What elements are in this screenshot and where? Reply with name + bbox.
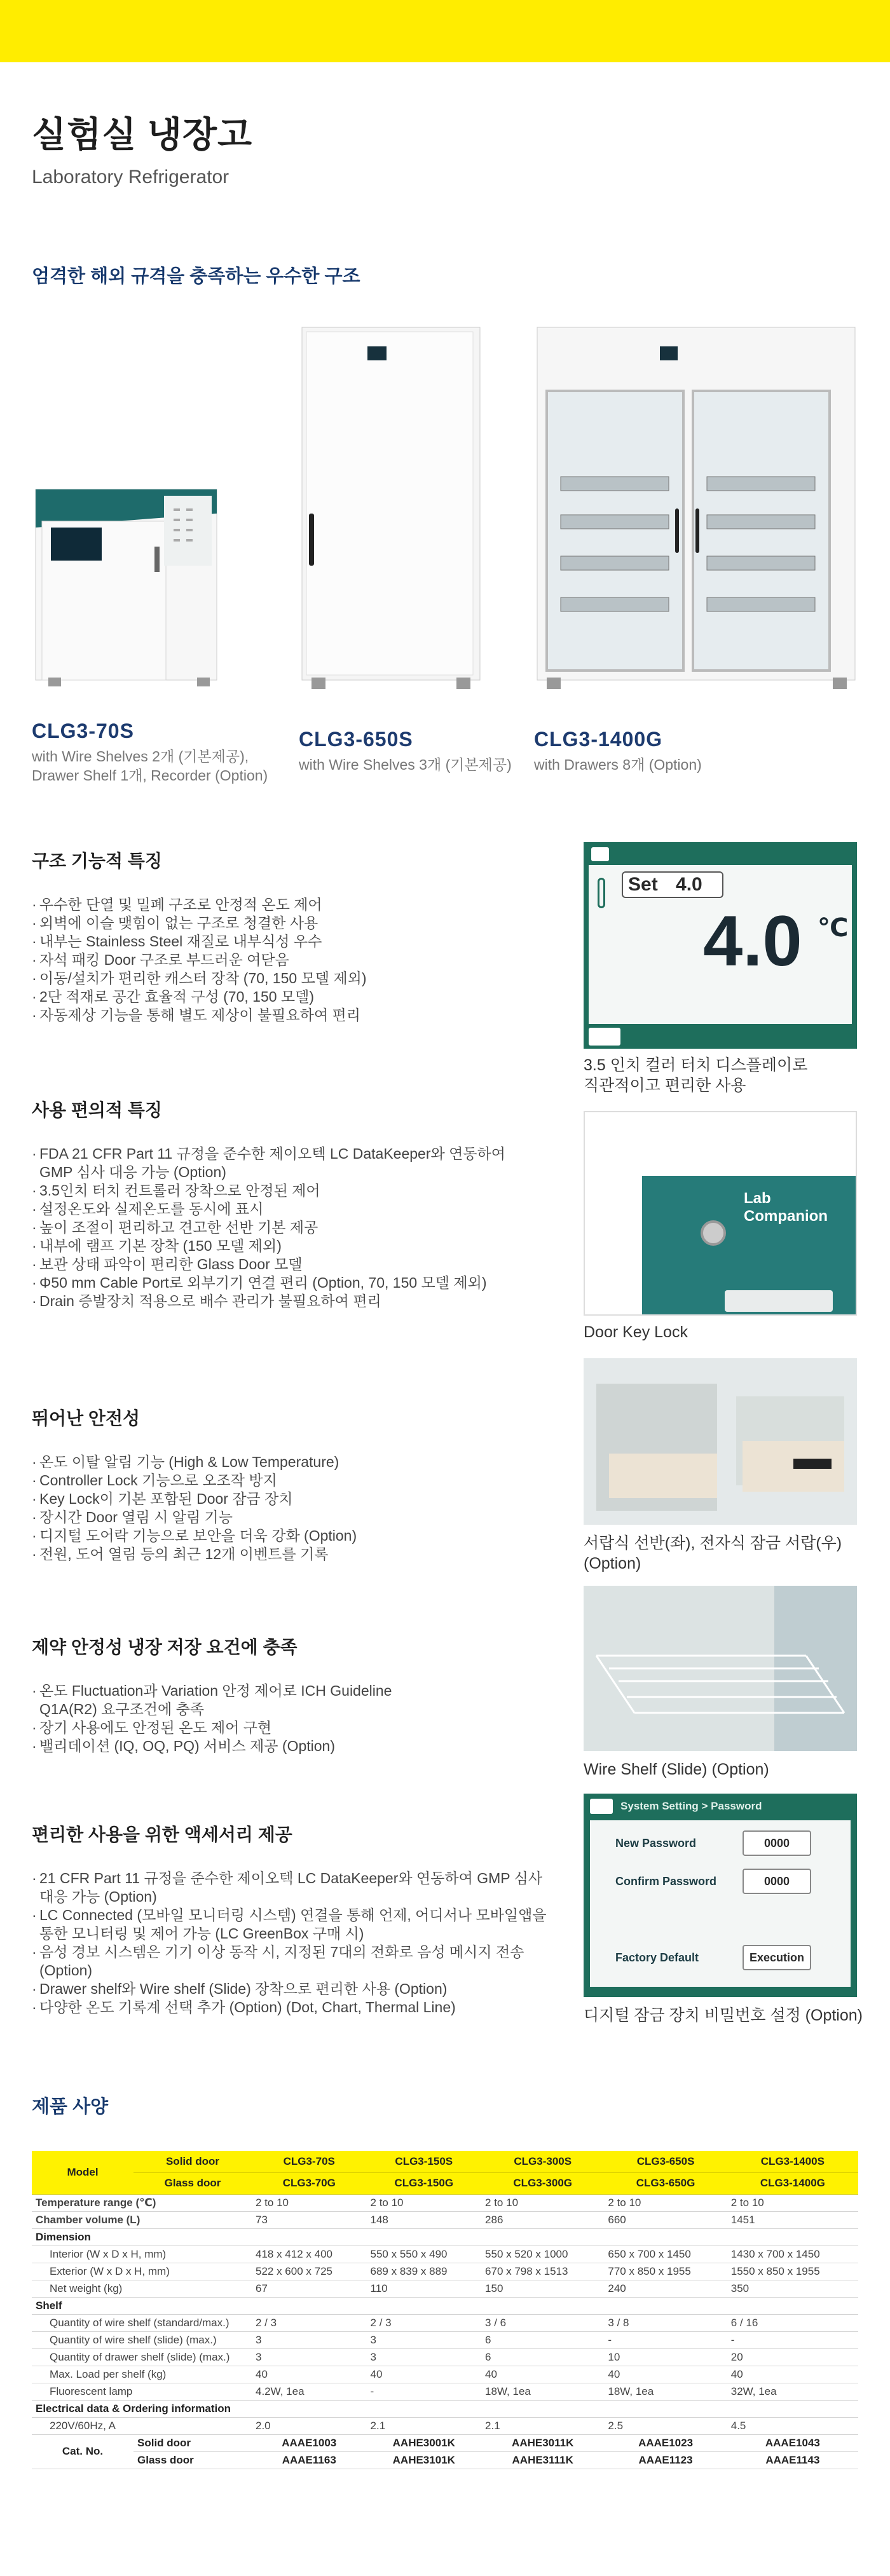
spec-cell: 670 x 798 x 1513 [481, 2263, 604, 2280]
feature-item: · 높이 조절이 편리하고 견고한 선반 기본 제공 [32, 1218, 528, 1237]
touch-display-image [584, 842, 857, 1049]
spec-row-label: Fluorescent lamp [32, 2383, 252, 2400]
spec-row-label: Interior (W x D x H, mm) [32, 2245, 252, 2263]
feature-item: · Controller Lock 기능으로 오조작 방지 [32, 1471, 566, 1490]
spec-row [32, 2383, 858, 2400]
spec-cell: 6 [481, 2348, 604, 2366]
spec-row [32, 2314, 858, 2331]
model-cell: CLG3-300S [481, 2151, 604, 2172]
cat-cell: AAAE1123 [604, 2451, 727, 2469]
feature-item: · 우수한 단열 및 밀폐 구조로 안정적 온도 제어 [32, 896, 566, 914]
feature-item: · FDA 21 CFR Part 11 규정을 준수한 제이오텍 LC DataKeeper와 연동하여 GMP 심사 대응 가능 (Option) [32, 1145, 528, 1182]
product-name: CLG3-1400G [534, 728, 663, 751]
spec-cell: 2.0 [252, 2417, 367, 2434]
feature-item: · 내부에 램프 기본 장착 (150 모델 제외) [32, 1237, 528, 1255]
spec-row [32, 2297, 858, 2314]
spec-cell: 6 / 16 [727, 2314, 858, 2331]
spec-cell: 2 to 10 [367, 2194, 482, 2211]
section-convenience [32, 1096, 528, 1311]
spec-title: 제품 사양 [32, 2097, 109, 2117]
model-cell: CLG3-650G [604, 2172, 727, 2194]
spec-cell: 2 to 10 [604, 2194, 727, 2211]
spec-cell: 4.2W, 1ea [252, 2383, 367, 2400]
confirm-password-field[interactable]: 0000 [743, 1869, 811, 1894]
cat-cell: AAAE1043 [727, 2434, 858, 2451]
spec-cell: 6 [481, 2331, 604, 2348]
spec-cell: 2.5 [604, 2417, 727, 2434]
feature-item: · 음성 경보 시스템은 기기 이상 동작 시, 지정된 7대의 전화로 음성 메시지 전송 (Option) [32, 1943, 559, 1980]
caption-display: 3.5 인치 컬러 터치 디스플레이로 직관적이고 편리한 사용 [584, 1056, 808, 1094]
feature-item: · LC Connected (모바일 모니터링 시스템) 연결을 통해 언제, 어디서나 모바일앱을 통한 모니터링 및 제어 가능 (LC GreenBox 구매 시) [32, 1906, 559, 1943]
caption-door-key-lock: Door Key Lock [584, 1323, 688, 1341]
model-cell: CLG3-1400G [727, 2172, 858, 2194]
feature-item: · Φ50 mm Cable Port로 외부기기 연결 편리 (Option, 70, 150 모델 제외) [32, 1274, 528, 1292]
section-title: 구조 기능적 특징 [32, 851, 162, 871]
spec-row [32, 2331, 858, 2348]
execution-button[interactable]: Execution [743, 1945, 811, 1970]
feature-item: · 온도 이탈 알림 기능 (High & Low Temperature) [32, 1453, 566, 1471]
set-box [622, 871, 723, 898]
spec-cell: 522 x 600 x 725 [252, 2263, 367, 2280]
product-clg3-70s [32, 719, 299, 785]
product-name: CLG3-650S [299, 728, 413, 751]
product-desc-1: with Drawers 8개 (Option) [534, 756, 702, 773]
spec-cell: 350 [727, 2280, 858, 2297]
caption-password: 디지털 잠금 장치 비밀번호 설정 (Option) [584, 2007, 863, 2024]
feature-item: · Drain 증발장치 적용으로 배수 관리가 불필요하여 편리 [32, 1292, 528, 1311]
spec-cell: - [604, 2331, 727, 2348]
spec-row [32, 2348, 858, 2366]
cat-cell: AAHE3111K [481, 2451, 604, 2469]
product-clg3-1400g [534, 728, 788, 774]
section-pharma [32, 1633, 439, 1755]
model-cell: CLG3-70G [252, 2172, 367, 2194]
drawer-shelf-image [584, 1358, 857, 1525]
spec-row-label: 220V/60Hz, A [32, 2417, 252, 2434]
top-yellow-bar [0, 0, 890, 62]
spec-cell: 2 / 3 [252, 2314, 367, 2331]
cat-cell: AAAE1143 [727, 2451, 858, 2469]
feature-item: · 자동제상 기능을 통해 별도 제상이 불필요하여 편리 [32, 1006, 566, 1025]
section-title: 사용 편의적 특징 [32, 1100, 162, 1120]
feature-item: · 3.5인치 터치 컨트롤러 장착으로 안정된 제어 [32, 1182, 528, 1200]
product-clg3-650s [299, 728, 528, 774]
feature-item: · Drawer shelf와 Wire shelf (Slide) 장착으로 편리한 사용 (Option) [32, 1980, 559, 1998]
light-icon [589, 1028, 620, 1046]
solid-door-label: Solid door [134, 2151, 252, 2172]
spec-row-label: Quantity of wire shelf (standard/max.) [32, 2314, 252, 2331]
key-lock-icon [701, 1220, 726, 1246]
spec-cell: 2 / 3 [367, 2314, 482, 2331]
spec-cell: 418 x 412 x 400 [252, 2245, 367, 2263]
spec-row [32, 2245, 858, 2263]
caption-drawer: 서랍식 선반(좌), 전자식 잠금 서랍(우) (Option) [584, 1534, 842, 1572]
spec-cell: 18W, 1ea [604, 2383, 727, 2400]
feature-item: · 이동/설치가 편리한 캐스터 장착 (70, 150 모델 제외) [32, 969, 566, 988]
product-desc-2: Drawer Shelf 1개, Recorder (Option) [32, 767, 268, 784]
spec-cell: 550 x 550 x 490 [367, 2245, 482, 2263]
spec-cell: 2 to 10 [727, 2194, 858, 2211]
spec-cell: 40 [481, 2366, 604, 2383]
spec-cell: 18W, 1ea [481, 2383, 604, 2400]
brand-logo: Lab Companion [744, 1190, 828, 1225]
spec-cell: 150 [481, 2280, 604, 2297]
thermometer-icon [598, 878, 605, 908]
feature-item: · 온도 Fluctuation과 Variation 안정 제어로 ICH Guideline Q1A(R2) 요구조건에 충족 [32, 1682, 439, 1719]
door-key-lock-image [584, 1111, 857, 1316]
spec-row [32, 2194, 858, 2211]
product-desc-1: with Wire Shelves 3개 (기본제공) [299, 756, 512, 773]
spec-cell: 650 x 700 x 1450 [604, 2245, 727, 2263]
home-icon [591, 847, 609, 861]
spec-cell: - [727, 2331, 858, 2348]
model-cell: CLG3-150G [367, 2172, 482, 2194]
feature-item: · 자석 패킹 Door 구조로 부드러운 여닫음 [32, 951, 566, 969]
spec-row [32, 2400, 858, 2417]
feature-item: · 장시간 Door 열림 시 알림 기능 [32, 1508, 566, 1527]
feature-item: · 디지털 도어락 기능으로 보안을 더욱 강화 (Option) [32, 1527, 566, 1545]
tagline: 엄격한 해외 규격을 충족하는 우수한 구조 [32, 266, 360, 287]
section-structure [32, 847, 566, 1025]
spec-cell: 286 [481, 2211, 604, 2228]
spec-cell: 240 [604, 2280, 727, 2297]
spec-cell: 3 [252, 2348, 367, 2366]
spec-cell: 1430 x 700 x 1450 [727, 2245, 858, 2263]
cat-cell: AAAE1023 [604, 2434, 727, 2451]
model-cell: CLG3-70S [252, 2151, 367, 2172]
section-title: 뛰어난 안전성 [32, 1408, 140, 1428]
model-cell: CLG3-150S [367, 2151, 482, 2172]
set-label: Set [628, 874, 658, 895]
cat-no-label: Cat. No. [32, 2434, 134, 2469]
spec-cell: 110 [367, 2280, 482, 2297]
confirm-password-label: Confirm Password [615, 1875, 717, 1888]
spec-cell: 770 x 850 x 1955 [604, 2263, 727, 2280]
model-label: Model [32, 2151, 134, 2194]
caption-wire-shelf: Wire Shelf (Slide) (Option) [584, 1761, 769, 1778]
spec-cell: 660 [604, 2211, 727, 2228]
wire-shelf-drawing [584, 1586, 857, 1751]
cat-cell: AAHE3011K [481, 2434, 604, 2451]
product-desc-1: with Wire Shelves 2개 (기본제공), [32, 748, 249, 765]
spec-cell: 3 / 8 [604, 2314, 727, 2331]
new-password-label: New Password [615, 1837, 697, 1850]
spec-cell: 4.5 [727, 2417, 858, 2434]
model-cell: CLG3-650S [604, 2151, 727, 2172]
spec-cell: 73 [252, 2211, 367, 2228]
glass-door-label: Glass door [134, 2451, 252, 2469]
spec-row [32, 2280, 858, 2297]
spec-row-label: Quantity of wire shelf (slide) (max.) [32, 2331, 252, 2348]
feature-item: · 내부는 Stainless Steel 재질로 내부식성 우수 [32, 932, 566, 951]
spec-cell: 1550 x 850 x 1955 [727, 2263, 858, 2280]
spec-group-label: Dimension [32, 2228, 858, 2245]
product-image-clg3-70s [31, 483, 221, 693]
spec-cell: 20 [727, 2348, 858, 2366]
feature-item: · 다양한 온도 기록계 선택 추가 (Option) (Dot, Chart, Thermal Line) [32, 1998, 559, 2017]
spec-row-label: Net weight (kg) [32, 2280, 252, 2297]
spec-cell: 2.1 [367, 2417, 482, 2434]
feature-item: · 밸리데이션 (IQ, OQ, PQ) 서비스 제공 (Option) [32, 1737, 439, 1755]
feature-item: · 장기 사용에도 안정된 온도 제어 구현 [32, 1719, 439, 1737]
spec-row [32, 2366, 858, 2383]
page-title: 실험실 냉장고 [32, 114, 253, 154]
panel-title: System Setting > Password [620, 1800, 762, 1812]
spec-cell: - [367, 2383, 482, 2400]
spec-row [32, 2263, 858, 2280]
spec-group-label: Shelf [32, 2297, 858, 2314]
spec-table [32, 2151, 858, 2469]
cat-cell: AAHE3001K [367, 2434, 482, 2451]
feature-item: · 외벽에 이슬 맺힘이 없는 구조로 청결한 사용 [32, 914, 566, 932]
factory-default-label: Factory Default [615, 1951, 699, 1964]
spec-cell: 148 [367, 2211, 482, 2228]
spec-cell: 40 [252, 2366, 367, 2383]
section-safety [32, 1405, 566, 1564]
spec-cell: 40 [367, 2366, 482, 2383]
spec-row-label: Temperature range (℃) [32, 2194, 252, 2211]
spec-group-label: Electrical data & Ordering information [32, 2400, 858, 2417]
new-password-field[interactable]: 0000 [743, 1830, 811, 1856]
current-temp: 4.0 [703, 901, 802, 981]
set-value: 4.0 [676, 874, 702, 895]
section-accessories [32, 1821, 559, 2017]
cat-cell: AAHE3101K [367, 2451, 482, 2469]
temp-unit: ℃ [818, 914, 849, 942]
page-subtitle: Laboratory Refrigerator [32, 167, 229, 187]
spec-cell: 2.1 [481, 2417, 604, 2434]
feature-item: · 설정온도와 실제온도를 동시에 표시 [32, 1200, 528, 1218]
feature-item: · 21 CFR Part 11 규정을 준수한 제이오텍 LC DataKeeper와 연동하여 GMP 심사 대응 가능 (Option) [32, 1869, 559, 1906]
spec-cell: 1451 [727, 2211, 858, 2228]
wire-shelf-image [584, 1586, 857, 1751]
model-cell: CLG3-1400S [727, 2151, 858, 2172]
spec-row-label: Max. Load per shelf (kg) [32, 2366, 252, 2383]
product-name: CLG3-70S [32, 719, 134, 742]
section-title: 제약 안정성 냉장 저장 요건에 충족 [32, 1637, 298, 1657]
glass-door-label: Glass door [134, 2172, 252, 2194]
spec-cell: 3 [252, 2331, 367, 2348]
feature-item: · 2단 적재로 공간 효율적 구성 (70, 150 모델) [32, 988, 566, 1006]
spec-cell: 10 [604, 2348, 727, 2366]
spec-cell: 3 [367, 2348, 482, 2366]
spec-cell: 67 [252, 2280, 367, 2297]
spec-row [32, 2417, 858, 2434]
product-image-clg3-1400g [534, 324, 858, 693]
spec-cell: 40 [727, 2366, 858, 2383]
model-cell: CLG3-300G [481, 2172, 604, 2194]
spec-cell: 550 x 520 x 1000 [481, 2245, 604, 2263]
spec-row [32, 2211, 858, 2228]
cat-cell: AAAE1163 [252, 2451, 367, 2469]
spec-row-label: Chamber volume (L) [32, 2211, 252, 2228]
spec-cell: 3 [367, 2331, 482, 2348]
spec-cell: 40 [604, 2366, 727, 2383]
solid-door-label: Solid door [134, 2434, 252, 2451]
password-panel-image [584, 1794, 857, 1997]
spec-row-label: Quantity of drawer shelf (slide) (max.) [32, 2348, 252, 2366]
cat-cell: AAAE1003 [252, 2434, 367, 2451]
spec-cell: 2 to 10 [481, 2194, 604, 2211]
feature-item: · 전원, 도어 열림 등의 최근 12개 이벤트를 기록 [32, 1545, 566, 1564]
spec-cell: 689 x 839 x 889 [367, 2263, 482, 2280]
spec-row [32, 2228, 858, 2245]
spec-cell: 32W, 1ea [727, 2383, 858, 2400]
spec-row-label: Exterior (W x D x H, mm) [32, 2263, 252, 2280]
feature-item: · 보관 상태 파악이 편리한 Glass Door 모델 [32, 1255, 528, 1274]
back-arrow-icon [590, 1799, 613, 1814]
feature-item: · Key Lock이 기본 포함된 Door 잠금 장치 [32, 1490, 566, 1508]
spec-cell: 2 to 10 [252, 2194, 367, 2211]
section-title: 편리한 사용을 위한 액세서리 제공 [32, 1825, 292, 1844]
spec-cell: 3 / 6 [481, 2314, 604, 2331]
product-image-clg3-650s [299, 324, 483, 693]
